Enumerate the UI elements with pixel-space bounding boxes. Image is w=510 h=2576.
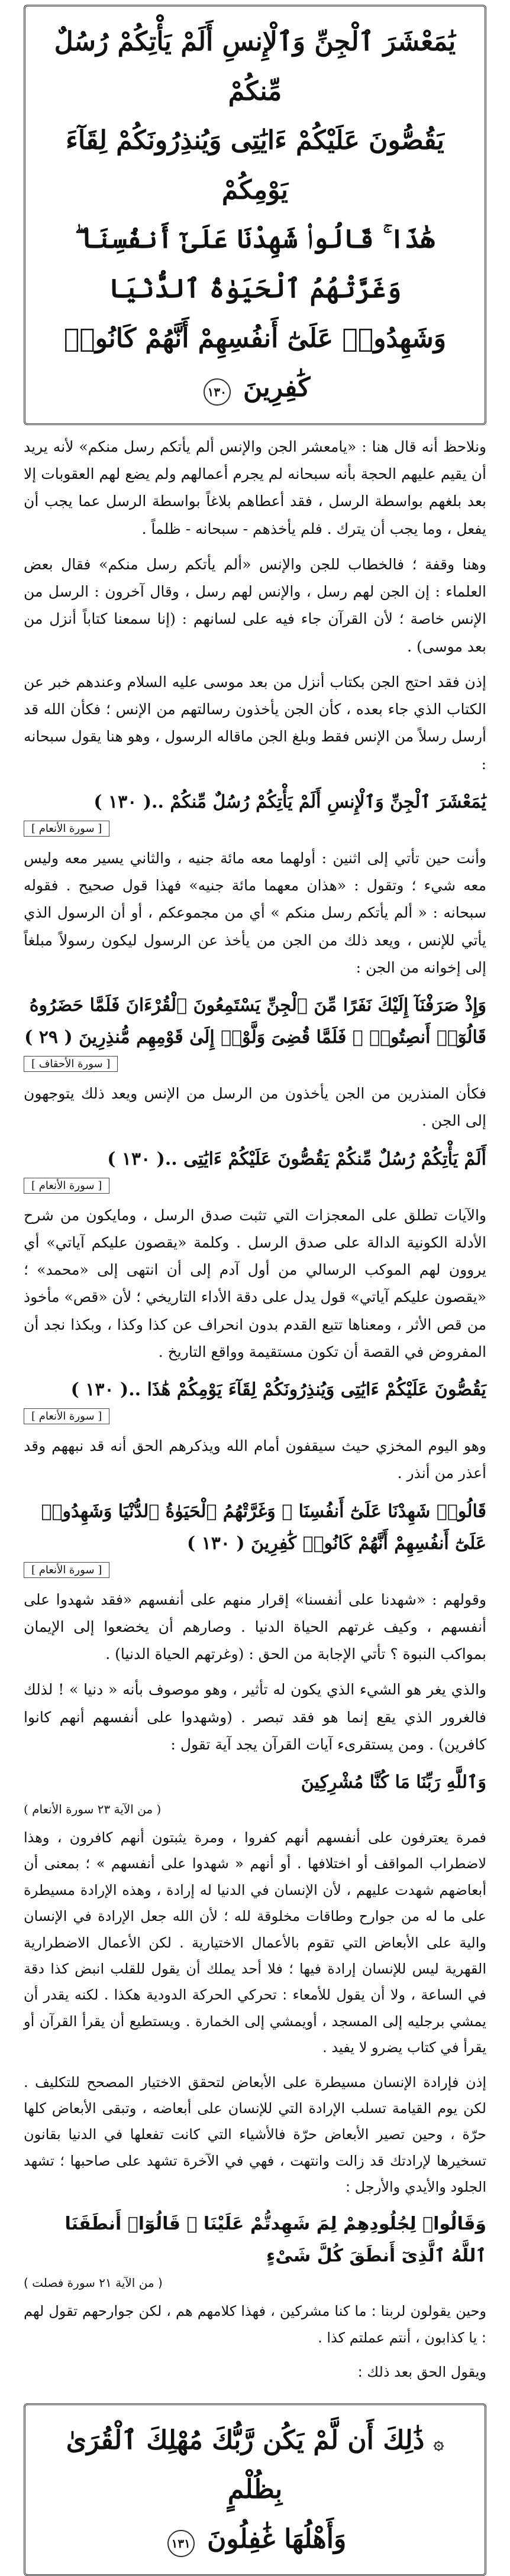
quote-block	[24, 786, 486, 837]
quote-block	[24, 2208, 486, 2290]
verse-line-text: وَأَهْلُهَا غَٰفِلُونَ	[207, 2523, 347, 2554]
verse-line	[41, 2515, 469, 2564]
verse-line: يَقُصُّونَ عَلَيْكُمْ ءَايَٰتِى وَيُنذِرُونَكُمْ لِقَآءَ يَوْمِكُمْ	[66, 125, 444, 205]
verse-line	[41, 2416, 469, 2515]
paragraph: ونلاحظ أنه قال هنا : «يامعشر الجن والإنس ألم يأتكم رسل منكم» لأنه يريد أن يقيم عليهم الحجة بأنه سبحانه لم يجرم أعمالهم ولم يضع لهم العقوبات إلا بعد بلغهم بواسطة الرسل ، فقد أعطاهم بلاغاً بواسطة الرسل عما يجب أن يفعل ، وما يجب أن يترك . فلم يأخذهم - سبحانه - ظلماً .	[24, 438, 486, 537]
paragraph: وهنا وقفة ؛ فالخطاب للجن والإنس «ألم يأتكم رسل منكم» فقال بعض العلماء : إن الجن لهم رسل ، والإنس لهم رسل ، وقال آخرون : الرسل من الإنس خاصة ؛ لأن القرآن جاء فيه على لسانهم : (إنا سمعنا كتاباً أنزل من بعد موسى) .	[24, 555, 486, 655]
quote-block	[24, 990, 486, 1072]
source-label: [ سورة الأنعام ]	[24, 1408, 109, 1424]
paragraph: والآيات تطلق على المعجزات التي تثبت صدق الرسل ، ومايكون من شرح الأدلة الكونية الدالة على صدق الرسل . وكلمة «يقصون عليكم آياتي» أي يروون لهم الموكب الرسالي من أول آدم إلى أن انتهى إلى «محمد» ؛ «يقصون عليكم آياتي» قول يدل على دقة الأداء التاريخي ؛ لأن «قص» مأخوذ من قص الأثر ، ومعناها تتبع القدم بدون انحراف عن كذا وكذا ، وبكذا نجد أن المفروض في القصة أن تكون مستقيمة وواقع التاريخ .	[24, 1206, 486, 1360]
verse-line-text: ذَٰلِكَ أَن لَّمْ يَكُن رَّبُّكَ مُهْلِكَ ٱلْقُرَىٰ بِظُلْمٍ	[66, 2425, 425, 2505]
page	[0, 5, 510, 2554]
source-label: [ سورة الأنعام ]	[24, 1178, 109, 1194]
quote-text: وَقَالُوا۟ لِجُلُودِهِمْ لِمَ شَهِدتُّمْ عَلَيْنَا ۖ قَالُوٓا۟ أَنطَقَنَا ٱللَّهُ ٱلَّذِىٓ أَنطَقَ كُلَّ شَىْءٍ	[64, 2214, 486, 2267]
verse-line: يَٰمَعْشَرَ ٱلْجِنِّ وَٱلْإِنسِ أَلَمْ يَأْتِكُمْ رُسُلٌ مِّنكُمْ	[54, 27, 456, 106]
paragraph: إذن فإرادة الإنسان مسيطرة على الأبعاض لتحقق الاختيار المصحح للتكليف . لكن يوم القيامة تسلب الإرادة التي للإنسان على أبعاضه ، وتبقى الأبعاض كلها حرّة ، وحين تصير الأبعاض حرّة فالأشياء التي كانت تفعلها في الدنيا بقانون تسخيرها لإرادتك قد زالت وانتهت ، فهي في الآخرة تشهد على صاحبها ؛ تشهد الجلود والأيدي والأرجل :	[24, 2073, 486, 2196]
top-verse-box	[24, 5, 486, 425]
source-label: ( من الآية ٢٣ سورة الأنعام )	[24, 1802, 162, 1816]
quote-text: قَالُوا۟ شَهِدْنَا عَلَىٰٓ أَنفُسِنَا ۖ وَغَرَّتْهُمُ ٱلْحَيَوٰةُ ٱلدُّنْيَا وَشَهِدُوا۟ عَلَىٰٓ أَنفُسِهِمْ أَنَّهُمْ كَانُوا۟ كَٰفِرِينَ ( ١٣٠ )	[41, 1501, 486, 1554]
paragraph: فمرة يعترفون على أنفسهم أنهم كفروا ، ومرة يثبتون أنهم كافرون ، وهذا لاضطراب المواقف أو اختلافها . أو أنهم « شهدوا على أنفسهم » ؛ بمعنى أن أبعاضهم شهدت عليهم ، لأن الإنسان في الدنيا له إرادة ، وهذه الإرادة مسيطرة على ما له من جوارح وطاقات مخلوقة لله ؛ لأن الله جعل الإرادة في الإنسان والية على الأبعاض التي تقوم بالأعمال الاختيارية . لكن الأعمال الاضطرارية القهرية ليس للإنسان إرادة فيها ؛ فلا أحد يملك أن يقول للقلب انبض كذا دقة في الساعة ، ولا أن يقول للأمعاء : تحركي الحركة الدودية هكذا . لكنه يقدر أن يمشي برجليه إلى المسجد ، أويمشي إلى الخمارة . ويستطيع أن يقرأ القرآن أو يقرأ في كتاب يضرو لا يفيد .	[24, 1829, 486, 2056]
quote-block	[24, 1767, 486, 1816]
source-label: [ سورة الأحقاف ]	[24, 1056, 118, 1072]
verse-line	[41, 314, 469, 413]
quote-block	[24, 1374, 486, 1424]
paragraph: والذي يغر هو الشيء الذي يكون له تأثير ، وهو موصوف بأنه « دنيا » ! لذلك فالغرور الذي يقع إنما هو فقد تبصر . (وشهدوا على أنفسهم أنهم كانوا كافرين) . ومن يستقرىء آيات القرآن يجد آية تقول :	[24, 1681, 486, 1753]
verse-line-text: وَشَهِدُوا۟ عَلَىٰٓ أَنفُسِهِمْ أَنَّهُمْ كَانُوا۟ كَٰفِرِينَ	[63, 323, 447, 403]
verse-number: ١٣٠	[204, 378, 231, 406]
paragraph: إذن فقد احتج الجن بكتاب أنزل من بعد موسى عليه السلام وعندهم خبر عن الكتاب الذي جاء بعده ، كأن الجن يأخذون رسالتهم من الإنس ؛ فكأن الله قد أرسل رسلاً من الإنس فقط وبلغ الجن ماقاله الرسول ، وهو هنا يقول سبحانه :	[24, 673, 486, 773]
source-label: [ سورة الأنعام ]	[24, 1562, 109, 1578]
paragraph: فكأن المنذرين من الجن يأخذون من الرسل من الإنس ويعد ذلك يتوجهون إلى الجن .	[24, 1085, 486, 1130]
quote-block	[24, 1143, 486, 1194]
verse-line: هَٰذَا ۚ قَالُوا۟ شَهِدْنَا عَلَىٰٓ أَنفُسِنَا ۖ وَغَرَّتْهُمُ ٱلْحَيَوٰةُ ٱلدُّنْيَا	[75, 224, 435, 304]
bottom-verse-box	[24, 2403, 486, 2576]
quote-text: وَٱللَّهِ رَبِّنَا مَا كُنَّا مُشْرِكِينَ	[301, 1772, 486, 1793]
ornament-icon: ۞	[433, 2432, 444, 2454]
quote-block	[24, 1496, 486, 1578]
source-label: [ سورة الأنعام ]	[24, 821, 109, 837]
paragraph: وقولهم : «شهدنا على أنفسنا» إقرار منهم على أنفسهم «فقد شهدوا على أنفسهم ، وكيف غرتهم الحياة الدنيا . وصارهم أن يخضعوا إلى الإيمان بمواكب النبوة ؟ تأتي الإجابة من الحق : (وغرتهم الحياة الدنيا) .	[24, 1590, 486, 1663]
paragraph: وهو اليوم المخزي حيث سيقفون أمام الله ويذكرهم الحق أنه قد نبههم وقد أعذر من أنذر .	[24, 1437, 486, 1482]
verse-number: ١٣١	[167, 2530, 195, 2557]
bottom-section	[24, 1825, 486, 2386]
quote-text: أَلَمْ يَأْتِكُمْ رُسُلٌ مِّنكُمْ يَقُصُّونَ عَلَيْكُمْ ءَايَٰتِى ..( ١٣٠ )	[107, 1148, 486, 1169]
quote-text: وَإِذْ صَرَفْنَآ إِلَيْكَ نَفَرًا مِّنَ ٱلْجِنِّ يَسْتَمِعُونَ ٱلْقُرْءَانَ فَلَمَّا حَضَرُوهُ قَالُوٓا۟ أَنصِتُوا۟ ۖ فَلَمَّا قُضِىَ وَلَّوْا۟ إِلَىٰ قَوْمِهِم مُّنذِرِينَ ( ٢٩ )	[24, 995, 486, 1048]
source-label: ( من الآية ٢١ سورة فصلت )	[24, 2276, 163, 2290]
paragraph: وأنت حين تأتي إلى اثنين : أولهما معه مائة جنيه ، والثاني يسير معه وليس معه شيء ؛ وتقول : «هذان معهما مائة جنيه» فهذا قول صحيح . فقوله سبحانه : « ألم يأتكم رسل منكم » أي من مجموعكم ، أو أن الرسول الذي يأتي للإنس ، ويعد ذلك من الجن من يأخذ عن الرسول ليكون رسولاً مبلغاً إلى إخوانه من الجن :	[24, 849, 486, 976]
quote-text: يَقُصُّونَ عَلَيْكُمْ ءَايَٰتِى وَيُنذِرُونَكُمْ لِقَآءَ يَوْمِكُمْ هَٰذَا ..( ١٣٠ )	[70, 1379, 486, 1400]
paragraph: ويقول الحق بعد ذلك :	[357, 2364, 486, 2381]
paragraph: وحين يقولون لربنا : ما كنا مشركين ، فهذا كلامهم هم ، لكن جوارحهم تقول لهم : يا كذابون ، أنتم عملتم كذا .	[24, 2303, 486, 2346]
quote-text: يَٰمَعْشَرَ ٱلْجِنِّ وَٱلْإِنسِ أَلَمْ يَأْتِكُمْ رُسُلٌ مِّنكُمْ ..( ١٣٠ )	[93, 791, 486, 812]
